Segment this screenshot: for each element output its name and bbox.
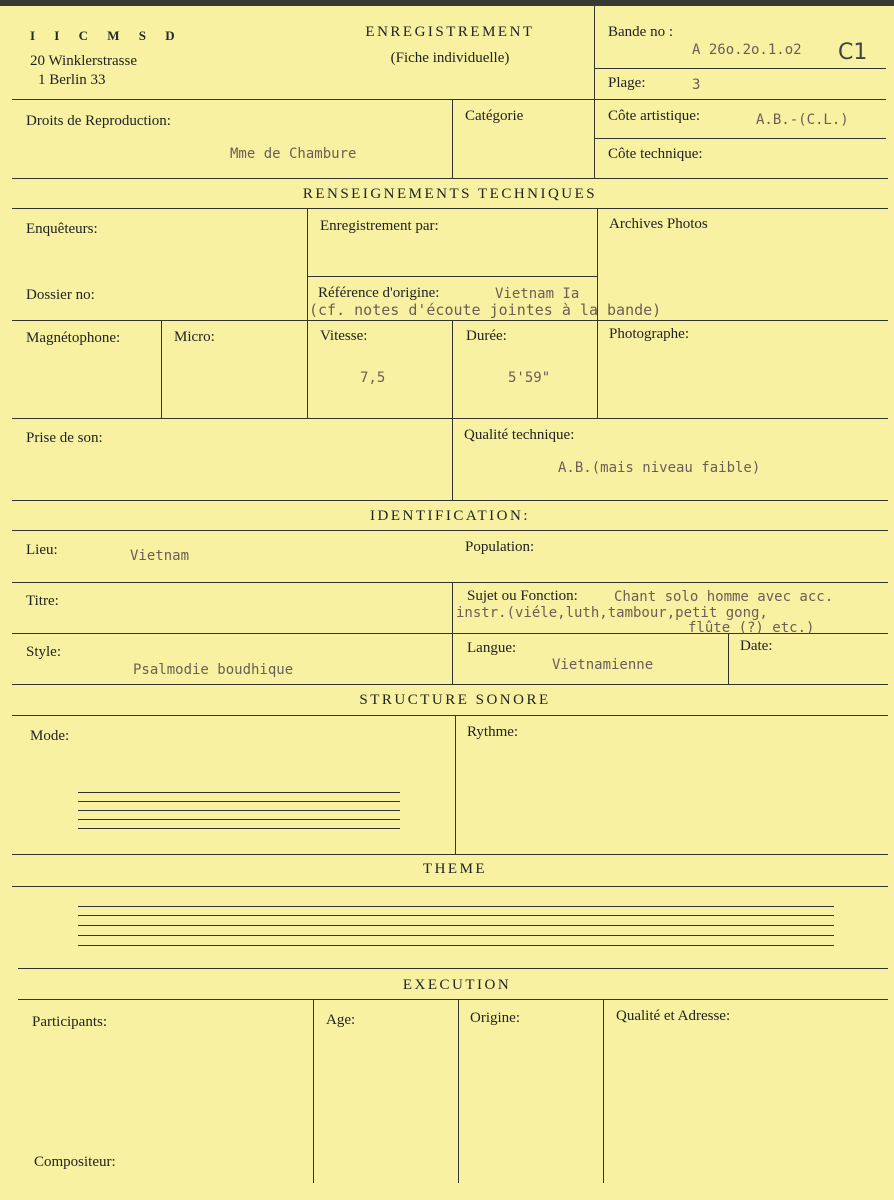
rule bbox=[12, 208, 888, 209]
lieu-label: Lieu: bbox=[26, 542, 58, 558]
section-theme-heading: THEME bbox=[422, 861, 488, 877]
rule bbox=[594, 138, 886, 139]
style-label: Style: bbox=[26, 644, 62, 660]
langue-label: Langue: bbox=[467, 640, 517, 656]
rule bbox=[12, 582, 888, 583]
cote-technique-label: Côte technique: bbox=[608, 146, 703, 162]
duree-value: 5'59" bbox=[508, 370, 551, 386]
rule bbox=[12, 418, 888, 419]
archives-photos-label: Archives Photos bbox=[609, 216, 708, 232]
rule bbox=[594, 99, 886, 100]
reference-note: (cf. notes d'écoute jointes à la bande) bbox=[309, 301, 662, 319]
participants-label: Participants: bbox=[32, 1014, 107, 1030]
rule bbox=[18, 968, 888, 969]
section-execution-heading: EXECUTION bbox=[402, 977, 512, 993]
langue-value: Vietnamienne bbox=[552, 657, 654, 673]
qualite-technique-value: A.B.(mais niveau faible) bbox=[558, 460, 761, 476]
enqueteurs-label: Enquêteurs: bbox=[26, 221, 98, 237]
rule bbox=[12, 178, 888, 179]
rule bbox=[12, 684, 888, 685]
magnetophone-label: Magnétophone: bbox=[26, 330, 121, 346]
section-technique-heading: RENSEIGNEMENTS TECHNIQUES bbox=[302, 186, 598, 202]
form-subtitle: (Fiche individuelle) bbox=[390, 50, 510, 66]
photographe-label: Photographe: bbox=[609, 326, 689, 342]
cote-artistique-label: Côte artistique: bbox=[608, 108, 701, 124]
rule-vertical bbox=[452, 582, 453, 684]
plage-label: Plage: bbox=[608, 75, 646, 91]
vitesse-value: 7,5 bbox=[360, 370, 386, 386]
card-top-edge bbox=[0, 0, 894, 6]
micro-label: Micro: bbox=[174, 329, 215, 345]
rule bbox=[12, 500, 888, 501]
sujet-label: Sujet ou Fonction: bbox=[467, 588, 578, 604]
sujet-line-1: Chant solo homme avec acc. bbox=[614, 589, 834, 605]
rule bbox=[12, 99, 594, 100]
sujet-line-3: flûte (?) etc.) bbox=[688, 620, 815, 636]
droits-label: Droits de Reproduction: bbox=[26, 113, 171, 129]
rule bbox=[12, 715, 888, 716]
rule-vertical bbox=[452, 99, 453, 178]
bande-label: Bande no : bbox=[608, 24, 673, 40]
form-title: ENREGISTREMENT bbox=[365, 24, 535, 40]
rule bbox=[12, 886, 888, 887]
rythme-label: Rythme: bbox=[467, 724, 519, 740]
vitesse-label: Vitesse: bbox=[320, 328, 368, 344]
rule-vertical bbox=[728, 633, 729, 684]
compositeur-label: Compositeur: bbox=[34, 1154, 116, 1170]
qualite-technique-label: Qualité technique: bbox=[464, 427, 575, 443]
origine-label: Origine: bbox=[470, 1010, 520, 1026]
dossier-label: Dossier no: bbox=[26, 287, 95, 303]
titre-label: Titre: bbox=[26, 593, 59, 609]
rule bbox=[12, 320, 888, 321]
cote-artistique-value: A.B.-(C.L.) bbox=[756, 112, 849, 128]
rule-vertical bbox=[307, 208, 308, 418]
bande-handwritten-mark: C1 bbox=[838, 40, 868, 65]
date-label: Date: bbox=[740, 638, 773, 654]
mode-label: Mode: bbox=[30, 728, 70, 744]
bande-value: A 26o.2o.1.o2 bbox=[692, 42, 802, 58]
rule bbox=[18, 999, 888, 1000]
droits-value: Mme de Chambure bbox=[230, 146, 357, 162]
rule-vertical bbox=[455, 715, 456, 854]
institution-name: I I C M S D bbox=[30, 28, 183, 43]
rule bbox=[594, 68, 886, 69]
rule-vertical bbox=[458, 999, 459, 1183]
section-structure-heading: STRUCTURE SONORE bbox=[359, 692, 551, 708]
lieu-value: Vietnam bbox=[130, 548, 190, 564]
qualite-adresse-label: Qualité et Adresse: bbox=[616, 1008, 731, 1024]
institution-street: 20 Winklerstrasse bbox=[30, 53, 138, 69]
enregistrement-par-label: Enregistrement par: bbox=[320, 218, 439, 234]
rule-vertical bbox=[313, 999, 314, 1183]
population-label: Population: bbox=[465, 539, 535, 555]
rule-vertical bbox=[603, 999, 604, 1183]
rule bbox=[12, 854, 888, 855]
institution-city: 1 Berlin 33 bbox=[38, 72, 106, 88]
age-label: Age: bbox=[326, 1012, 356, 1028]
sujet-line-2: instr.(viéle,luth,tambour,petit gong, bbox=[456, 605, 768, 621]
duree-label: Durée: bbox=[466, 328, 507, 344]
rule-vertical bbox=[161, 320, 162, 418]
reference-label: Référence d'origine: bbox=[318, 285, 440, 301]
rule bbox=[307, 276, 597, 277]
rule-vertical bbox=[452, 320, 453, 500]
style-value: Psalmodie boudhique bbox=[133, 662, 294, 678]
rule-vertical bbox=[594, 6, 595, 178]
prise-de-son-label: Prise de son: bbox=[26, 430, 103, 446]
reference-value: Vietnam Ia bbox=[495, 286, 580, 302]
rule bbox=[12, 530, 888, 531]
section-identification-heading: IDENTIFICATION: bbox=[370, 508, 530, 524]
categorie-label: Catégorie bbox=[465, 108, 524, 124]
plage-value: 3 bbox=[692, 77, 701, 93]
